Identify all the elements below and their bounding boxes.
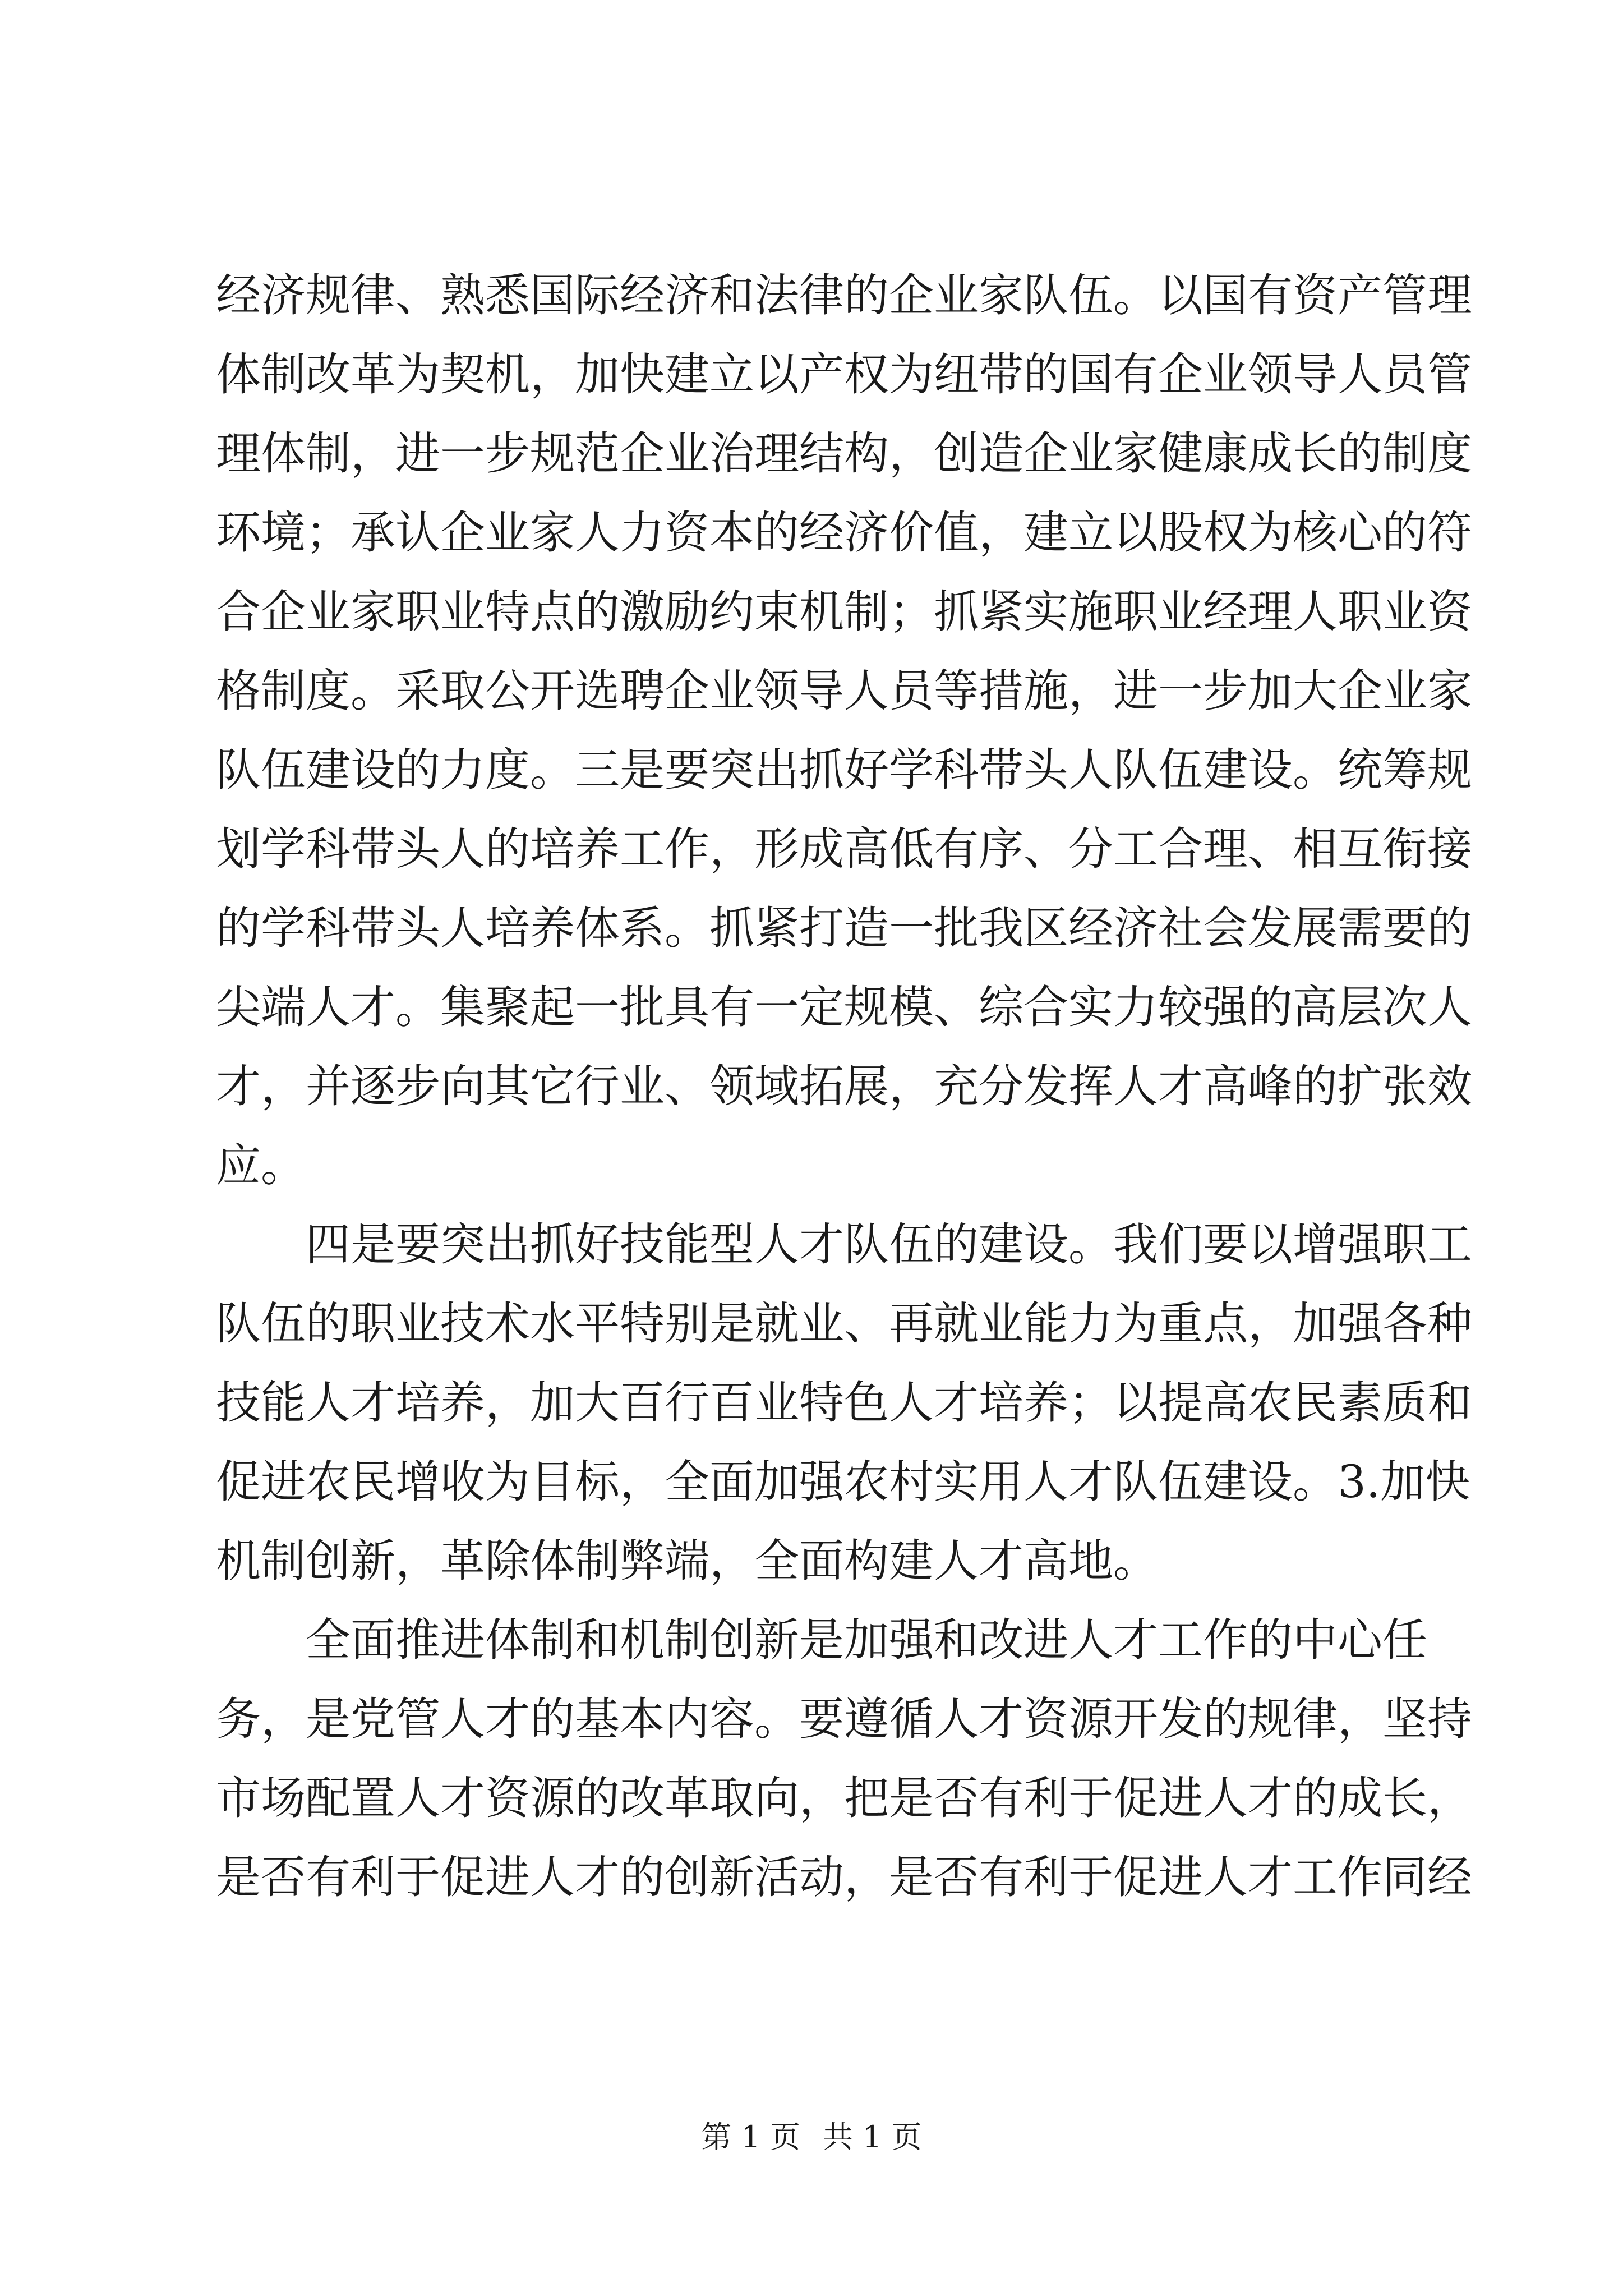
text-line: 队伍建设的力度。三是要突出抓好学科带头人队伍建设。统筹规 <box>216 744 1472 796</box>
text-line: 理体制，进一步规范企业治理结构，创造企业家健康成长的制度 <box>216 427 1472 480</box>
page-total: 共 1 页 <box>823 2119 922 2155</box>
text-line: 务，是党管人才的基本内容。要遵循人才资源开发的规律，坚持 <box>216 1693 1472 1745</box>
text-line: 划学科带头人的培养工作，形成高低有序、分工合理、相互衔接 <box>216 823 1472 875</box>
document-body <box>216 256 1472 1917</box>
paragraph-first-line: 全面推进体制和机制创新是加强和改进人才工作的中心任 <box>306 1614 1427 1666</box>
text-line: 环境；承认企业家人力资本的经济价值，建立以股权为核心的符 <box>216 507 1472 559</box>
text-line: 才，并逐步向其它行业、领域拓展，充分发挥人才高峰的扩张效 <box>216 1060 1472 1112</box>
text-line: 应。 <box>216 1139 306 1191</box>
page-number: 第 1 页 <box>701 2119 800 2155</box>
text-line: 体制改革为契机，加快建立以产权为纽带的国有企业领导人员管 <box>216 348 1472 401</box>
text-line: 促进农民增收为目标，全面加强农村实用人才队伍建设。3.加快 <box>216 1456 1470 1508</box>
text-line: 合企业家职业特点的激励约束机制；抓紧实施职业经理人职业资 <box>216 586 1472 638</box>
text-line: 经济规律、熟悉国际经济和法律的企业家队伍。以国有资产管理 <box>216 269 1472 321</box>
text-line: 队伍的职业技术水平特别是就业、再就业能力为重点，加强各种 <box>216 1297 1472 1350</box>
text-line: 是否有利于促进人才的创新活动，是否有利于促进人才工作同经 <box>216 1851 1472 1903</box>
text-line: 市场配置人才资源的改革取向，把是否有利于促进人才的成长， <box>216 1772 1472 1824</box>
text-line: 尖端人才。集聚起一批具有一定规模、综合实力较强的高层次人 <box>216 981 1472 1033</box>
text-line: 技能人才培养，加大百行百业特色人才培养；以提高农民素质和 <box>216 1377 1472 1429</box>
paragraph-first-line: 四是要突出抓好技能型人才队伍的建设。我们要以增强职工 <box>306 1218 1472 1271</box>
page-footer <box>0 2118 1623 2157</box>
text-line: 的学科带头人培养体系。抓紧打造一批我区经济社会发展需要的 <box>216 902 1472 954</box>
text-line: 机制创新，革除体制弊端，全面构建人才高地。 <box>216 1535 1158 1587</box>
text-line: 格制度。采取公开选聘企业领导人员等措施，进一步加大企业家 <box>216 665 1472 717</box>
